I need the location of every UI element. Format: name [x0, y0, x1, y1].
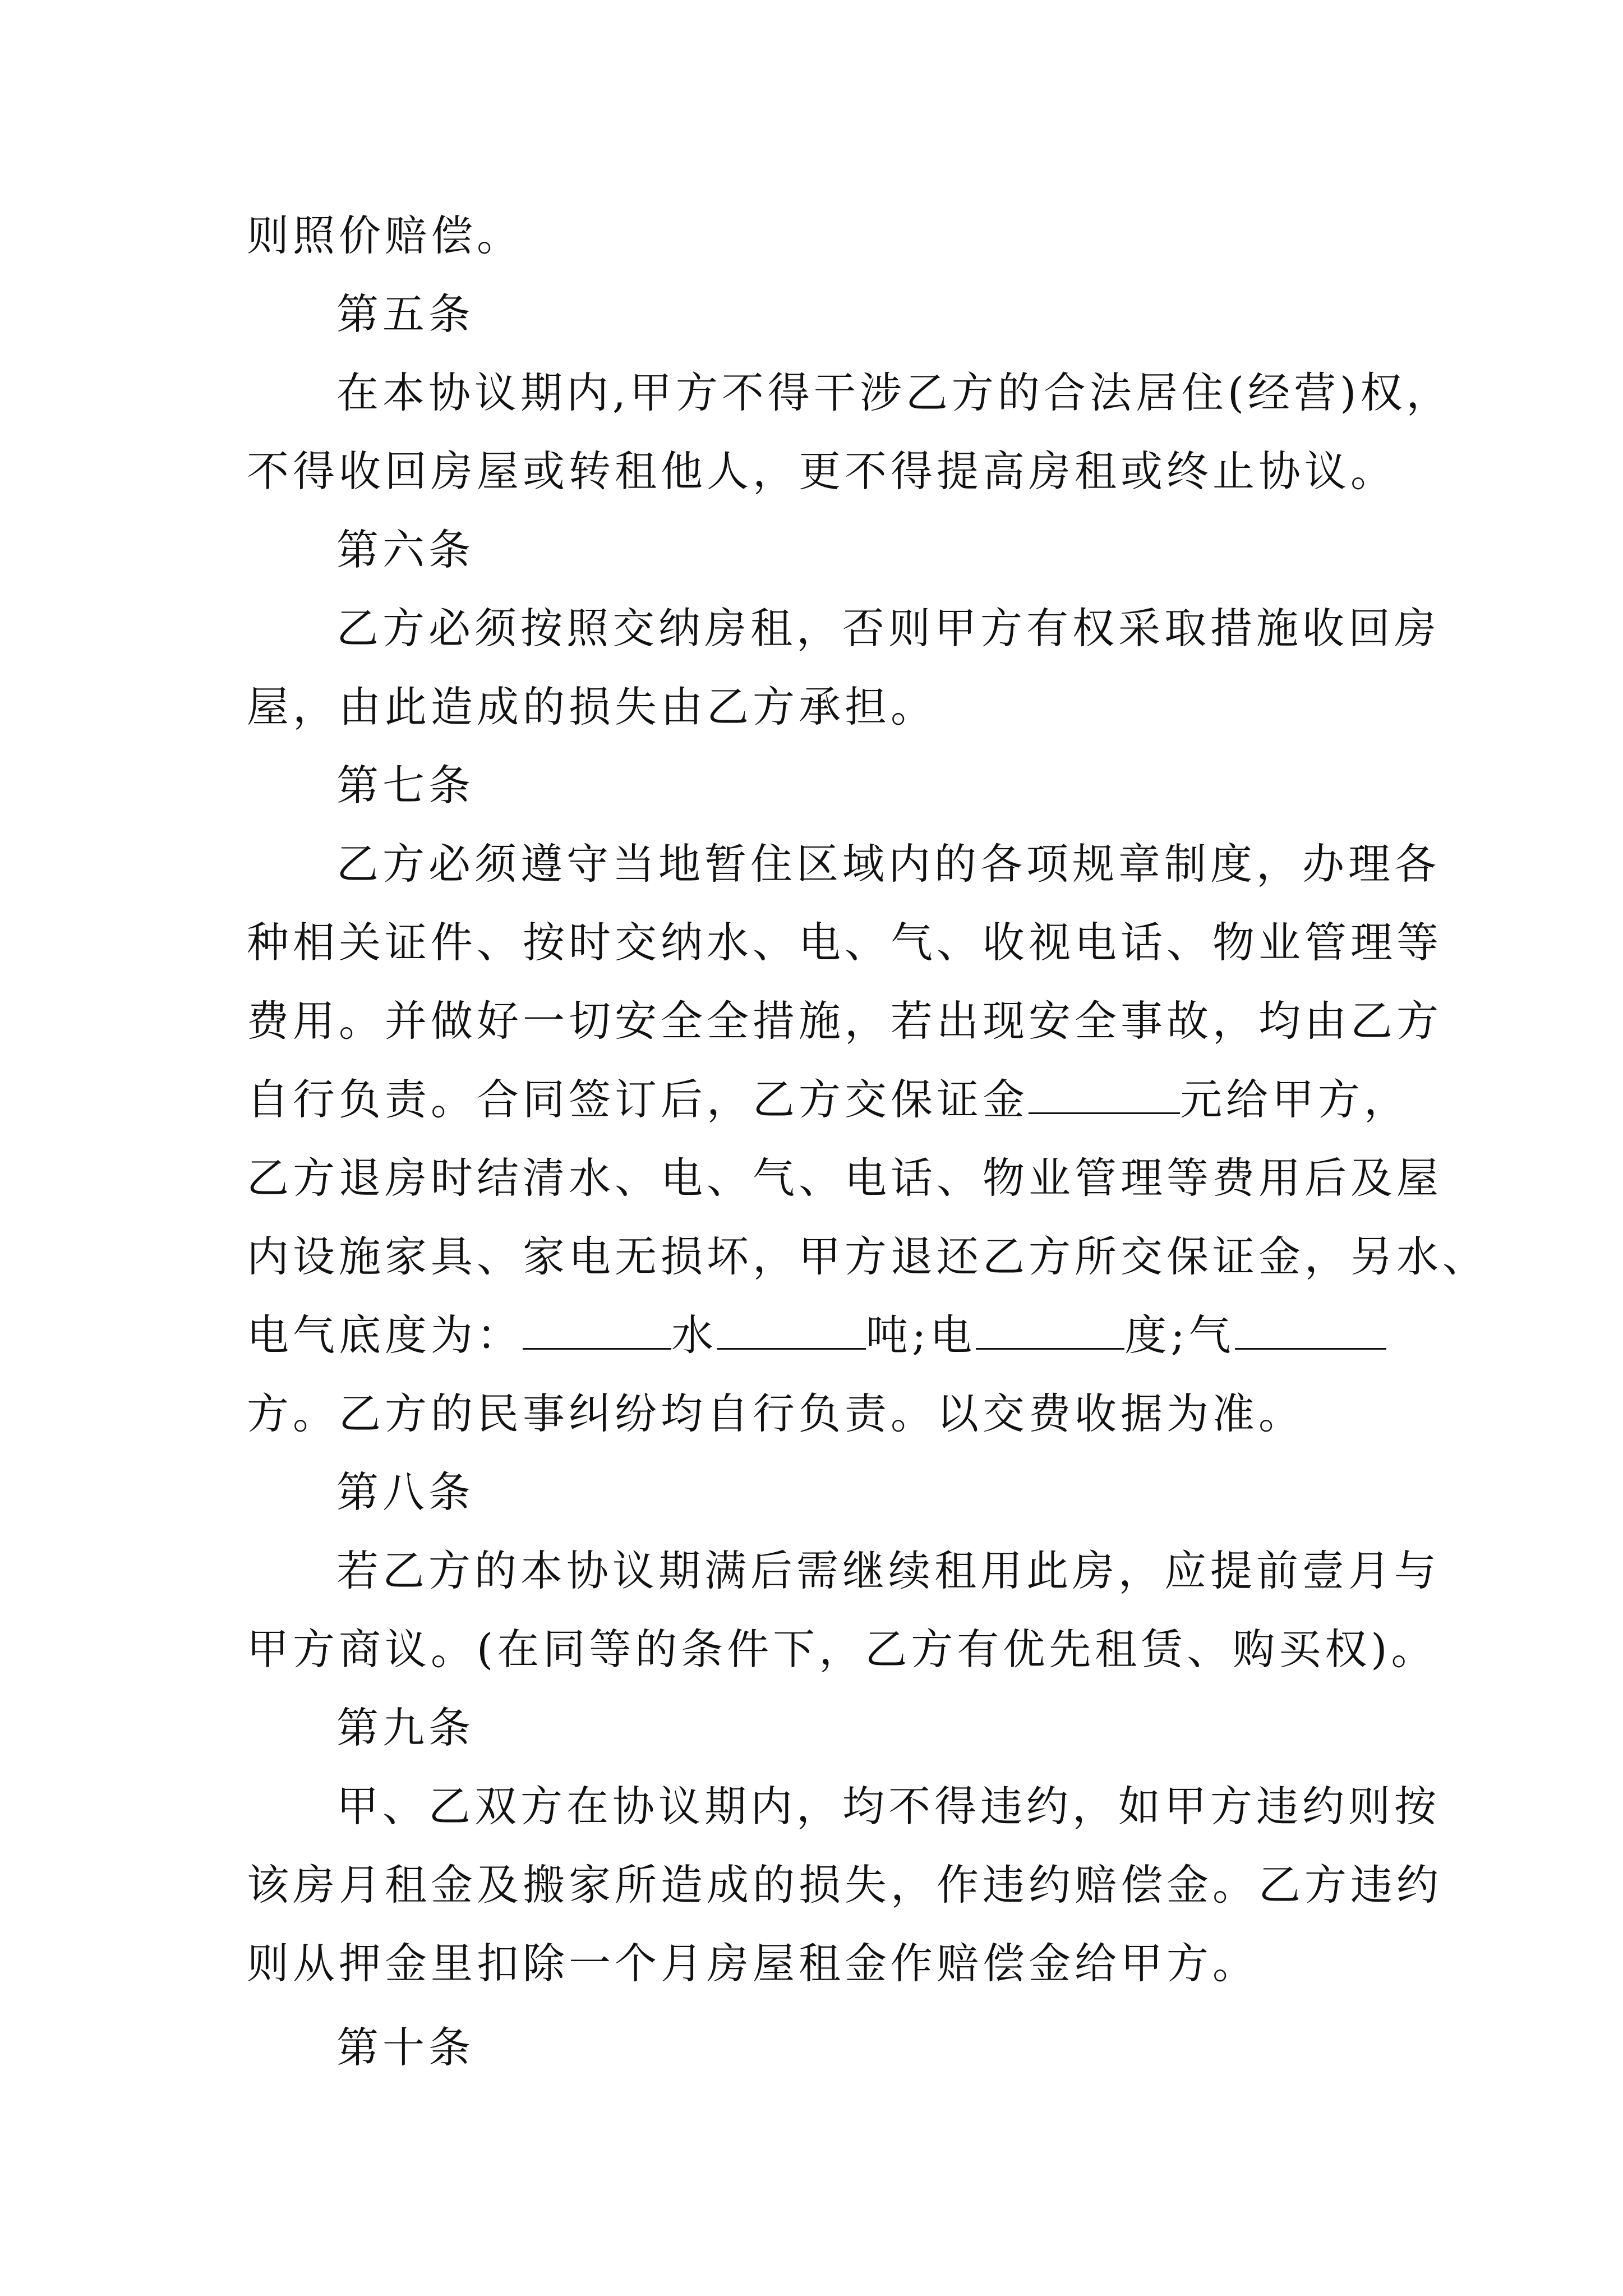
article-heading-10: 第十条 [336, 2023, 475, 2072]
article-heading-5: 第五条 [336, 289, 475, 339]
text-line: 甲、乙双方在协议期内，均不得违约，如甲方违约则按 [336, 1782, 1441, 1831]
article-heading-7: 第七条 [336, 761, 475, 810]
text-line: 甲方商议。(在同等的条件下，乙方有优先租赁、购买权)。 [247, 1625, 1437, 1674]
electric-reading-blank [976, 1309, 1124, 1350]
text-line: 则从押金里扣除一个月房屋租金作赔偿金给甲方。 [247, 1939, 1259, 1988]
text-line: 乙方必须按照交纳房租，否则甲方有权采取措施收回房 [336, 604, 1441, 653]
article-heading-8: 第八条 [336, 1467, 475, 1517]
article-heading-9: 第九条 [336, 1703, 475, 1752]
text-line: 乙方退房时结清水、电、气、电话、物业管理等费用后及屋 [247, 1153, 1443, 1203]
text-line: 该房月租金及搬家所造成的损失，作违约赔偿金。乙方违约 [247, 1860, 1443, 1910]
meter-blank-1 [523, 1309, 671, 1350]
text-line: 方。乙方的民事纠纷均自行负责。以交费收据为准。 [247, 1389, 1305, 1438]
meter-prefix: 电气底度为： [247, 1310, 523, 1360]
text-line: 在本协议期内,甲方不得干涉乙方的合法居住(经营)权， [336, 368, 1453, 417]
water-reading-blank [717, 1309, 866, 1350]
text-line: 种相关证件、按时交纳水、电、气、收视电话、物业管理等 [247, 918, 1443, 967]
text-line: 若乙方的本协议期满后需继续租用此房，应提前壹月与 [336, 1546, 1441, 1595]
text-line: 内设施家具、家电无损坏，甲方退还乙方所交保证金，另水、 [247, 1232, 1489, 1281]
ton-electric-label: 吨;电 [866, 1310, 976, 1360]
deposit-prefix: 自行负责。合同签订后，乙方交保证金 [247, 1075, 1029, 1124]
text-line: 不得收回房屋或转租他人，更不得提高房租或终止协议。 [247, 447, 1397, 496]
text-line: 乙方必须遵守当地暂住区域内的各项规章制度，办理各 [336, 839, 1441, 889]
article-heading-6: 第六条 [336, 525, 475, 574]
water-label: 水 [671, 1310, 718, 1360]
degree-gas-label: 度;气 [1124, 1310, 1235, 1360]
deposit-amount-blank [1029, 1073, 1180, 1114]
deposit-line [247, 1071, 1410, 1128]
text-line: 屋，由此造成的损失由乙方承担。 [247, 682, 937, 731]
text-line: 则照价赔偿。 [247, 211, 523, 260]
deposit-suffix: 元给甲方， [1180, 1075, 1410, 1124]
gas-reading-blank [1235, 1309, 1386, 1350]
meter-reading-line [247, 1307, 1386, 1363]
text-line: 费用。并做好一切安全全措施，若出现安全事故，均由乙方 [247, 996, 1443, 1046]
